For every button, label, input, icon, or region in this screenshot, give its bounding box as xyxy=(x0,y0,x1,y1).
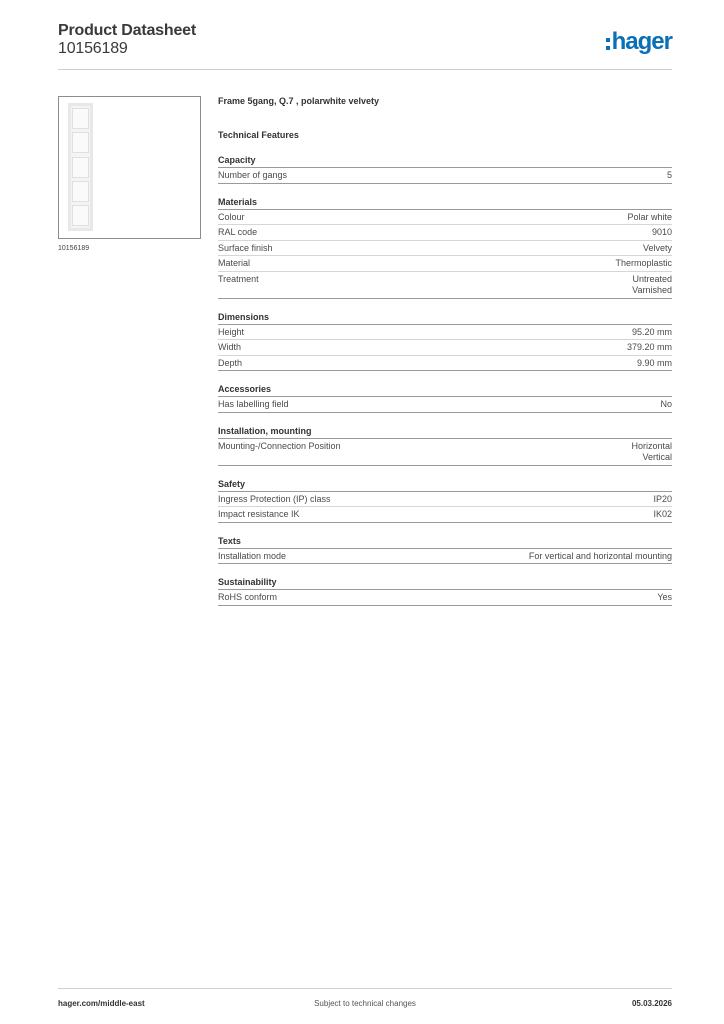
footer-notice: Subject to technical changes xyxy=(314,999,416,1008)
spec-row xyxy=(218,492,672,508)
page-header xyxy=(58,22,672,70)
section-title: Dimensions xyxy=(218,312,672,325)
page-footer xyxy=(58,988,672,1008)
section-materials xyxy=(218,197,672,299)
spec-row xyxy=(218,325,672,341)
hager-logo xyxy=(606,28,672,56)
spec-value-line: 379.20 mm xyxy=(626,342,672,352)
gang-opening xyxy=(72,108,89,129)
spec-row xyxy=(218,507,672,523)
spec-row xyxy=(218,356,672,372)
spec-label: Number of gangs xyxy=(218,170,288,180)
section-capacity xyxy=(218,155,672,184)
spec-label: Has labelling field xyxy=(218,399,289,409)
feature-sections xyxy=(218,155,672,606)
spec-label: Ingress Protection (IP) class xyxy=(218,493,331,504)
spec-value xyxy=(632,327,672,339)
product-name: Frame 5gang, Q.7 , polarwhite velvety xyxy=(218,96,380,106)
spec-value xyxy=(637,358,672,370)
spec-row xyxy=(218,340,672,356)
section-title: Sustainability xyxy=(218,577,672,590)
technical-features-title: Technical Features xyxy=(218,130,299,140)
spec-value-line: 9010 xyxy=(651,227,672,237)
spec-row xyxy=(218,439,672,466)
spec-value-line: IP20 xyxy=(653,493,672,504)
spec-row xyxy=(218,549,672,565)
section-title: Installation, mounting xyxy=(218,426,672,439)
spec-value-line: Varnished xyxy=(632,285,672,295)
spec-value xyxy=(631,441,672,464)
spec-row xyxy=(218,225,672,241)
spec-value-line: Vertical xyxy=(642,452,672,462)
spec-label: Height xyxy=(218,326,245,337)
spec-value-line: For vertical and horizontal mounting xyxy=(528,550,672,561)
section-title: Texts xyxy=(218,536,672,549)
spec-value-line: 95.20 mm xyxy=(631,326,672,337)
spec-label: RoHS conform xyxy=(218,592,278,602)
section-accessories xyxy=(218,384,672,413)
spec-label: Treatment xyxy=(218,273,259,284)
spec-value-line: Yes xyxy=(657,592,672,602)
gang-opening xyxy=(72,157,89,178)
section-dimensions xyxy=(218,312,672,372)
document-title: Product Datasheet xyxy=(58,22,196,39)
spec-label: RAL code xyxy=(218,227,258,237)
spec-value xyxy=(667,170,672,182)
spec-value-line: No xyxy=(660,399,672,409)
spec-value-line: IK02 xyxy=(653,509,672,519)
spec-value-line: 5 xyxy=(666,170,672,180)
spec-label: Mounting-/Connection Position xyxy=(218,440,341,451)
frame-5gang-icon xyxy=(68,103,93,231)
gang-opening xyxy=(72,205,89,226)
section-title: Safety xyxy=(218,479,672,492)
spec-value xyxy=(660,399,672,411)
spec-value xyxy=(627,212,672,224)
spec-label: Installation mode xyxy=(218,550,287,561)
spec-label: Material xyxy=(218,258,251,268)
footer-date: 05.03.2026 xyxy=(631,999,672,1008)
spec-value xyxy=(632,274,672,297)
spec-value xyxy=(615,258,672,270)
spec-value-line: Velvety xyxy=(642,242,672,253)
spec-value xyxy=(643,243,672,255)
spec-value-line: Thermoplastic xyxy=(615,258,672,268)
section-title: Capacity xyxy=(218,155,672,168)
section-title: Materials xyxy=(218,197,672,210)
section-installation-mounting xyxy=(218,426,672,466)
spec-value-line: Horizontal xyxy=(631,440,672,451)
logo-dots-icon xyxy=(606,38,610,50)
spec-row xyxy=(218,256,672,272)
spec-label: Depth xyxy=(218,357,243,368)
spec-row xyxy=(218,210,672,226)
spec-value xyxy=(657,592,672,604)
spec-value-line: Untreated xyxy=(632,273,672,284)
spec-label: Impact resistance IK xyxy=(218,509,300,519)
spec-row xyxy=(218,168,672,184)
product-number: 10156189 xyxy=(58,40,128,57)
section-safety xyxy=(218,479,672,523)
spec-value xyxy=(529,551,672,563)
datasheet-content xyxy=(218,96,672,606)
spec-row xyxy=(218,590,672,606)
section-title: Accessories xyxy=(218,384,672,397)
spec-value-line: Polar white xyxy=(627,211,672,222)
spec-label: Width xyxy=(218,342,242,352)
spec-value xyxy=(652,227,672,239)
product-image-caption: 10156189 xyxy=(58,245,90,252)
logo-text: hager xyxy=(611,28,672,55)
spec-value xyxy=(653,494,672,506)
section-texts xyxy=(218,536,672,565)
spec-value xyxy=(653,509,672,521)
spec-value xyxy=(627,342,672,354)
spec-value-line: 9.90 mm xyxy=(636,357,672,368)
spec-label: Surface finish xyxy=(218,242,273,253)
footer-website: hager.com/middle-east xyxy=(58,999,145,1008)
spec-row xyxy=(218,272,672,299)
product-image xyxy=(58,96,201,239)
gang-opening xyxy=(72,181,89,202)
spec-row xyxy=(218,397,672,413)
spec-label: Colour xyxy=(218,211,245,222)
spec-row xyxy=(218,241,672,257)
gang-opening xyxy=(72,132,89,153)
section-sustainability xyxy=(218,577,672,606)
